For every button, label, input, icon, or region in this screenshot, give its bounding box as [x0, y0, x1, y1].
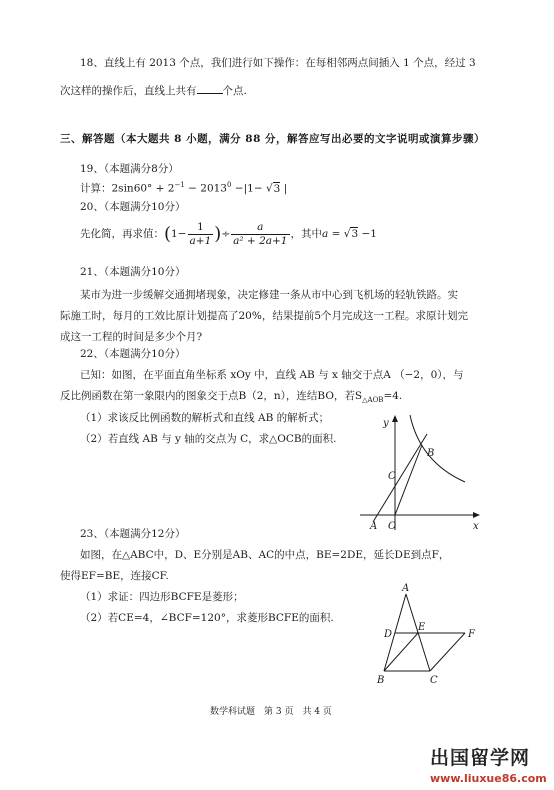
- label-o: O: [388, 521, 397, 532]
- line-ab: [373, 434, 427, 522]
- section-3-title: 三、解答题（本大题共 8 小题，满分 88 分，解答应写出必要的文字说明或演算步骤）: [60, 133, 486, 145]
- q23-part2: （2）若CE=4，∠BCF=120°，求菱形BCFE的面积.: [80, 612, 334, 624]
- q23-line1: 如图，在△ABC中，D、E分别是AB、AC的中点，BE=2DE，延长DE到点F，: [80, 549, 450, 561]
- q20-f1-num: 1: [188, 221, 214, 235]
- right-paren-icon: ): [214, 223, 222, 245]
- q22-head: 22、（本题满分10分）: [80, 348, 186, 360]
- left-paren-icon: (: [164, 223, 172, 245]
- q21-line1: 某市为进一步缓解交通拥堵现象，决定修建一条从市中心到飞机场的轻轨铁路。实: [80, 289, 458, 301]
- q20-expression: [80, 221, 377, 247]
- q21-line3: 成这一工程的时间是多少个月?: [60, 331, 203, 343]
- q22-line2: [60, 390, 402, 404]
- sqrt-icon: √: [265, 182, 273, 195]
- q20-lead: 先化简，再求值：: [80, 228, 164, 241]
- label-f: F: [468, 629, 475, 640]
- page-footer: 数学科试题 第 3 页 共 4 页: [210, 707, 332, 717]
- q20-f2-num: a: [231, 221, 289, 235]
- q19-expr-b: − 2013: [184, 182, 227, 195]
- label-a: A: [402, 583, 410, 594]
- q19-exp-a: −1: [174, 181, 185, 189]
- watermark-logo-text: 出国留学网: [430, 747, 531, 769]
- q19-calc-label: 计算：: [80, 182, 112, 195]
- label-a: A: [370, 521, 378, 532]
- q22-coordinate-figure: [355, 412, 485, 534]
- q20-fraction-1: [188, 221, 214, 247]
- q20-divide: ÷: [221, 228, 231, 241]
- q20-tail-b: =: [328, 228, 344, 241]
- q22-part1: （1）求该反比例函数的解析式和直线 AB 的解析式；: [80, 412, 330, 424]
- label-y: y: [383, 418, 389, 429]
- q20-fraction-2: [231, 221, 289, 247]
- q18-answer-blank: [197, 84, 223, 94]
- q22-line1: 已知：如图，在平面直角坐标系 xOy 中，直线 AB 与 x 轴交于点A （−2，0），与: [80, 369, 464, 381]
- q19-exp-b: 0: [227, 181, 232, 189]
- q20-f1-den: a+1: [189, 234, 212, 247]
- q20-tail-a: ，其中: [290, 228, 322, 241]
- q18-line2-a: 次这样的操作后，直线上共有: [60, 85, 197, 97]
- q21-line2: 际施工时，每月的工效比原计划提高了20%，结果提前5个月完成这一工程。求原计划完: [60, 310, 469, 322]
- q18-line2: [60, 84, 247, 98]
- label-c: C: [388, 471, 396, 482]
- q23-head: 23、（本题满分12分）: [80, 528, 186, 540]
- q19-sqrt-arg: 3: [273, 182, 281, 195]
- watermark-url: www.liuxue86.com: [430, 772, 547, 785]
- label-e: E: [418, 622, 426, 633]
- q22-line2-a: 反比例函数在第一象限内的图象交于点B（2，n），连结BO，若S: [60, 390, 363, 402]
- q19-expr-a: 2sin60° + 2: [111, 182, 175, 195]
- y-axis-arrow-icon: [392, 415, 398, 422]
- q22-part2: （2）若直线 AB 与 y 轴的交点为 C，求△OCB的面积.: [80, 433, 337, 445]
- label-b: B: [427, 448, 435, 459]
- label-c: C: [430, 675, 438, 686]
- q20-f2-den: a² + 2a+1: [233, 234, 288, 247]
- q18-line1: 18、直线上有 2013 个点，我们进行如下操作：在每相邻两点间插入 1 个点，经过 3: [80, 57, 476, 69]
- label-d: D: [384, 629, 393, 640]
- q23-rhombus-figure: [372, 582, 487, 687]
- q20-one: 1: [171, 228, 178, 241]
- x-axis-arrow-icon: [473, 512, 480, 518]
- q22-line2-b: =4.: [383, 390, 403, 402]
- q19-head: 19、（本题满分8分）: [80, 163, 179, 175]
- label-x: x: [473, 521, 479, 532]
- q19-expr-d: |: [280, 182, 288, 195]
- q20-var-a: a: [322, 228, 329, 241]
- segment-cf: [430, 633, 465, 671]
- q23-part1: （1）求证：四边形BCFE是菱形；: [80, 591, 244, 603]
- q19-expr-c: −|1−: [231, 182, 266, 195]
- q18-line2-b: 个点.: [222, 85, 247, 97]
- q20-sqrt-arg: 3: [351, 228, 359, 241]
- q21-head: 21、（本题满分10分）: [80, 266, 186, 278]
- label-b: B: [377, 675, 385, 686]
- q20-head: 20、（本题满分10分）: [80, 201, 186, 213]
- sqrt-icon: √: [343, 228, 351, 241]
- q20-minus: −: [177, 228, 187, 241]
- q22-line2-sub: △AOB: [362, 396, 384, 405]
- q19-expression: [80, 181, 287, 195]
- q20-tail-c: −1: [358, 228, 377, 241]
- q23-line2: 使得EF=BE，连接CF.: [60, 570, 169, 582]
